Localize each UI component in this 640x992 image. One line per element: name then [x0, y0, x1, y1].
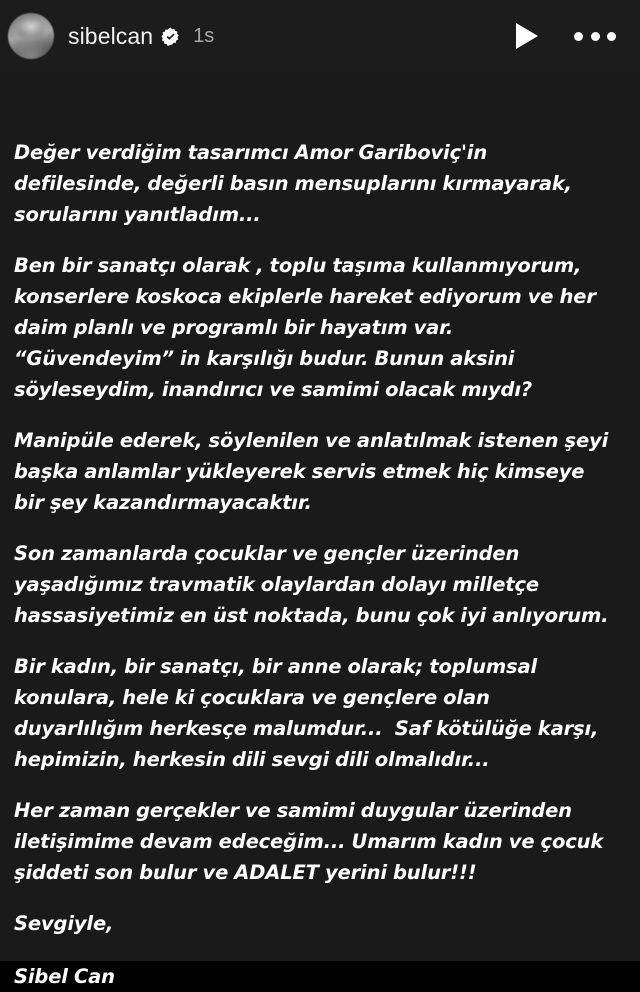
- username-label[interactable]: sibelcan: [68, 22, 154, 49]
- more-dot-3: [607, 32, 616, 41]
- more-dot-1: [574, 32, 583, 41]
- more-options-icon[interactable]: [574, 23, 616, 49]
- message-signature: Sibel Can: [14, 965, 115, 988]
- play-triangle: [516, 23, 538, 49]
- message-paragraph: Değer verdiğim tasarımcı Amor Gariboviç'in defilesinde, değerli basın mensuplarını kırmayarak, sorularını yanıtladım...: [14, 141, 579, 226]
- message-paragraph: Son zamanlarda çocuklar ve gençler üzerinden yaşadığımız travmatik olaylardan dolayı milletçe hassasiyetimiz en üst noktada, bunu çok iyi anlıyorum.: [14, 542, 609, 627]
- story-header: [0, 0, 640, 72]
- timestamp-label: 1s: [193, 24, 215, 47]
- message-paragraph: Bir kadın, bir sanatçı, bir anne olarak; toplumsal konulara, hele ki çocuklara ve gençlere olan duyarlılığım herkesçe malumdur... Saf kötülüğe karşı, hepimizin, herkesin dili sevgi dili olmalıdır...: [14, 655, 605, 771]
- verified-badge-icon: [161, 27, 180, 46]
- story-message: [14, 137, 614, 992]
- more-dot-2: [591, 32, 600, 41]
- play-icon[interactable]: [512, 21, 542, 51]
- avatar[interactable]: [8, 13, 54, 59]
- author-info: [68, 23, 512, 50]
- message-signoff: Sevgiyle,: [14, 912, 114, 935]
- message-paragraph: Ben bir sanatçı olarak , toplu taşıma kullanmıyorum, konserlere koskoca ekiplerle hareket ediyorum ve her daim planlı ve programlı bir hayatım var. “Güvendeyim” in karşılığı budur. Bunun aksini söyleseydim, inandırıcı ve samimi olacak mıydı?: [14, 254, 602, 401]
- message-paragraph: Her zaman gerçekler ve samimi duygular üzerinden iletişimime devam edeceğim... Umarım kadın ve çocuk şiddeti son bulur ve ADALET yerini bulur!!!: [14, 799, 610, 884]
- message-paragraph: Manipüle ederek, söylenilen ve anlatılmak istenen şeyi başka anlamlar yükleyerek servis etmek hiç kimseye bir şey kazandırmayacaktır.: [14, 429, 615, 514]
- avatar-photo: [8, 13, 54, 59]
